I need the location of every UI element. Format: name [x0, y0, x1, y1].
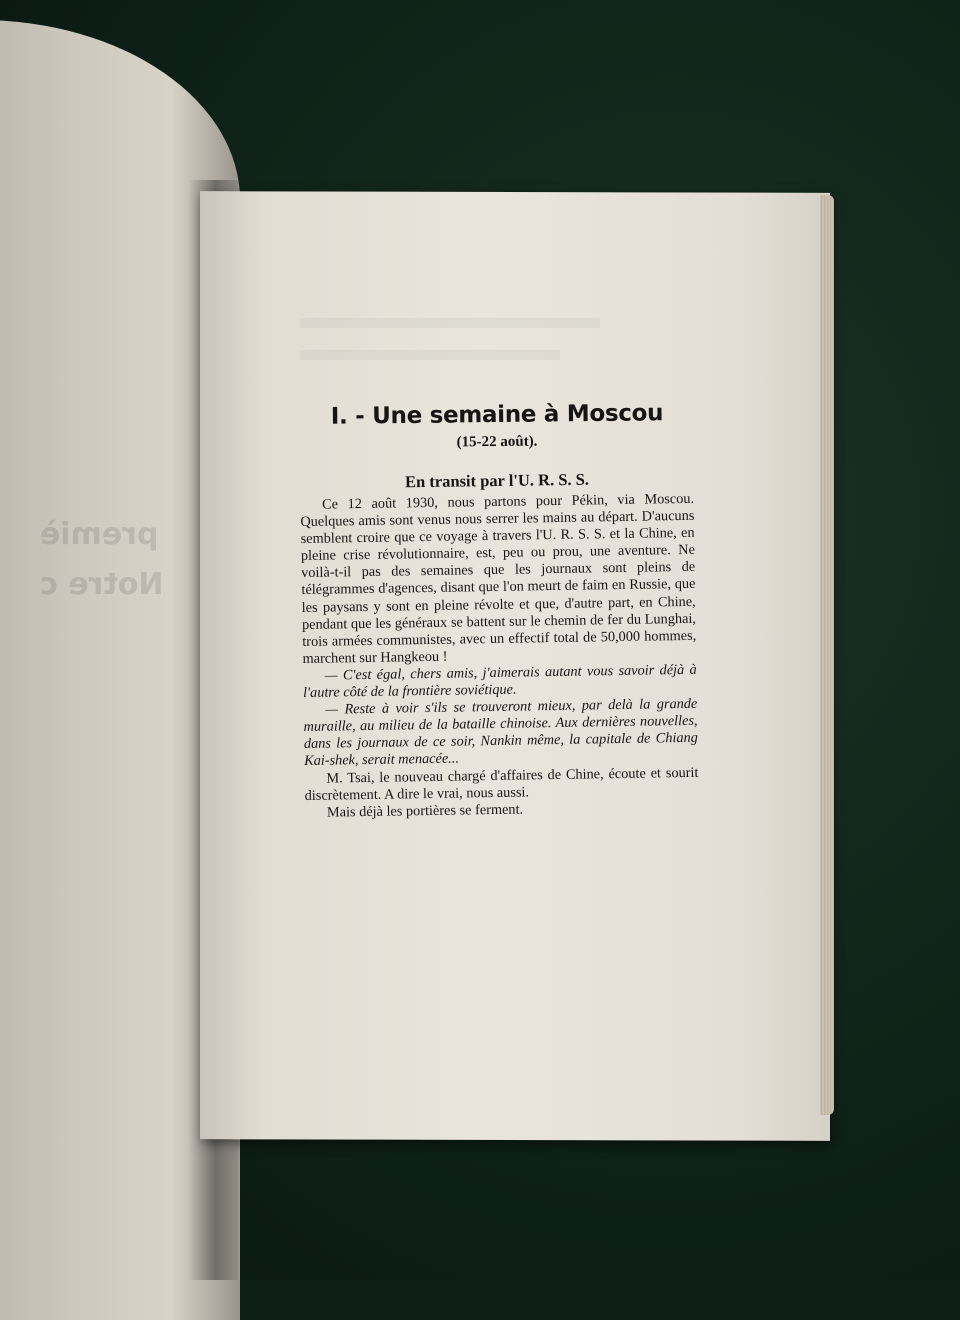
paragraph: M. Tsai, le nouveau chargé d'affaires de Chine, écoute et sourit discrètement. A dire le vrai, nous aussi.	[304, 764, 699, 804]
paragraph: Mais déjà les portières se ferment.	[326, 801, 524, 821]
section-title: En transit par l'U. R. S. S.	[404, 469, 590, 492]
show-through-line	[300, 350, 560, 360]
chapter-dates: (15-22 août).	[456, 433, 538, 451]
page-edges	[820, 195, 834, 1115]
paragraph: — Reste à voir s'ils se trouveront mieux, par delà la grande muraille, au milieu de la bataille chinoise. Aux dernières nouvelles, dans les journaux de ce soir, Nankin même, la capitale de Chiang Kai-shek, serait menacée...	[303, 695, 698, 770]
paragraph: — C'est égal, chers amis, j'aimerais autant vous savoir déjà à l'autre côté de la frontière soviétique.	[302, 661, 697, 702]
ghost-text-line: Notre c	[40, 567, 164, 602]
chapter-title: I. - Une semaine à Moscou	[330, 400, 664, 430]
page-content	[300, 400, 699, 822]
ghost-text-line: premiè	[40, 517, 159, 552]
show-through-line	[300, 318, 600, 328]
paragraph: Ce 12 août 1930, nous partons pour Pékin, via Moscou. Quelques amis sont venus nous serrer les mains au départ. D'aucuns semblent croire que ce voyage à travers l'U. R. S. S. et la Chine, en pleine crise révolutionnaire, est, peu ou prou, une aventure. Ne voilà-t-il pas des semaines que les journaux sont pleins de télégrammes d'agences, disant que l'on meurt de faim en Russie, que les paysans y sont en pleine révolte et que, d'autre part, en Chine, pendant que les généraux se battent sur le chemin de fer du Lunghai, trois armées communistes, avec un effectif total de 50,000 hommes, marchent sur Hangkeou !	[300, 490, 697, 667]
body-text	[300, 491, 699, 822]
